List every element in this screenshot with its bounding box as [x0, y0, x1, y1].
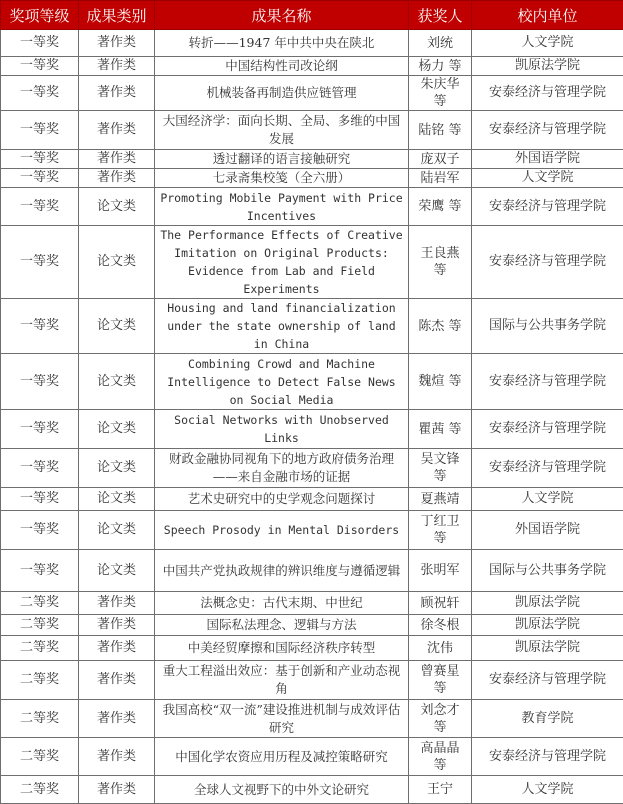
cell-category: 著作类 [79, 615, 155, 636]
table-row [1, 188, 623, 226]
cell-title: 我国高校“双一流”建设推进机制与成效评估研究 [155, 700, 409, 738]
cell-title: 透过翻译的语言接触研究 [155, 150, 409, 169]
cell-level: 一等奖 [1, 57, 79, 76]
cell-winner: 张明军 [409, 550, 472, 592]
header-winner: 获奖人 [409, 1, 472, 30]
table-row [1, 700, 623, 738]
cell-title: 中国化学农资应用历程及减控策略研究 [155, 738, 409, 776]
cell-unit: 安泰经济与管理学院 [472, 410, 623, 449]
table-row [1, 615, 623, 636]
cell-title: 中国共产党执政规律的辨识维度与遵循逻辑 [155, 550, 409, 592]
cell-unit: 人文学院 [472, 30, 623, 57]
cell-title: Combining Crowd and Machine Intelligence to Detect False News on Social Media [155, 354, 409, 410]
cell-category: 著作类 [79, 76, 155, 111]
header-level: 奖项等级 [1, 1, 79, 30]
cell-level: 一等奖 [1, 30, 79, 57]
cell-winner: 魏煊 等 [409, 354, 472, 410]
cell-category: 著作类 [79, 30, 155, 57]
cell-category: 论文类 [79, 488, 155, 511]
cell-title: 国际私法理念、逻辑与方法 [155, 615, 409, 636]
cell-winner: 瞿茜 等 [409, 410, 472, 449]
cell-winner: 沈伟 [409, 636, 472, 661]
cell-category: 论文类 [79, 410, 155, 449]
cell-category: 论文类 [79, 188, 155, 226]
cell-category: 著作类 [79, 57, 155, 76]
table-row [1, 30, 623, 57]
cell-category: 著作类 [79, 661, 155, 700]
cell-unit: 凯原法学院 [472, 636, 623, 661]
cell-unit: 凯原法学院 [472, 615, 623, 636]
table-row [1, 449, 623, 488]
cell-winner: 顾祝轩 [409, 592, 472, 615]
cell-winner: 高晶晶 等 [409, 738, 472, 776]
cell-unit: 安泰经济与管理学院 [472, 449, 623, 488]
cell-category: 著作类 [79, 169, 155, 188]
table-row [1, 511, 623, 550]
cell-category: 著作类 [79, 111, 155, 150]
cell-title: 大国经济学：面向长期、全局、多维的中国发展 [155, 111, 409, 150]
cell-unit: 国际与公共事务学院 [472, 550, 623, 592]
cell-title: 重大工程溢出效应：基于创新和产业动态视角 [155, 661, 409, 700]
cell-winner: 丁红卫 等 [409, 511, 472, 550]
cell-winner: 陆岩军 [409, 169, 472, 188]
cell-level: 一等奖 [1, 76, 79, 111]
header-category: 成果类别 [79, 1, 155, 30]
cell-title: Speech Prosody in Mental Disorders [155, 511, 409, 550]
cell-title: 中国结构性司改论纲 [155, 57, 409, 76]
cell-level: 一等奖 [1, 550, 79, 592]
cell-unit: 安泰经济与管理学院 [472, 354, 623, 410]
table-row [1, 299, 623, 354]
cell-title: Housing and land financialization under the state ownership of land in China [155, 299, 409, 354]
cell-level: 一等奖 [1, 150, 79, 169]
cell-unit: 外国语学院 [472, 150, 623, 169]
cell-category: 著作类 [79, 636, 155, 661]
cell-winner: 曾赛星 等 [409, 661, 472, 700]
cell-winner: 陆铭 等 [409, 111, 472, 150]
table-row [1, 488, 623, 511]
cell-unit: 安泰经济与管理学院 [472, 226, 623, 299]
cell-title: 法概念史：古代末期、中世纪 [155, 592, 409, 615]
cell-winner: 夏燕靖 [409, 488, 472, 511]
cell-winner: 杨力 等 [409, 57, 472, 76]
cell-title: Promoting Mobile Payment with Price Incentives [155, 188, 409, 226]
cell-winner: 刘念才 等 [409, 700, 472, 738]
cell-unit: 人文学院 [472, 776, 623, 804]
cell-title: 机械装备再制造供应链管理 [155, 76, 409, 111]
cell-category: 论文类 [79, 299, 155, 354]
table-row [1, 410, 623, 449]
cell-level: 一等奖 [1, 511, 79, 550]
table-row [1, 738, 623, 776]
cell-level: 二等奖 [1, 738, 79, 776]
cell-title: 中美经贸摩擦和国际经济秩序转型 [155, 636, 409, 661]
cell-level: 一等奖 [1, 410, 79, 449]
cell-category: 著作类 [79, 738, 155, 776]
cell-level: 二等奖 [1, 615, 79, 636]
header-row [1, 1, 623, 30]
cell-level: 二等奖 [1, 661, 79, 700]
cell-unit: 安泰经济与管理学院 [472, 188, 623, 226]
table-row [1, 76, 623, 111]
cell-level: 二等奖 [1, 700, 79, 738]
cell-title: Social Networks with Unobserved Links [155, 410, 409, 449]
table-row [1, 111, 623, 150]
cell-category: 著作类 [79, 700, 155, 738]
cell-unit: 安泰经济与管理学院 [472, 661, 623, 700]
cell-unit: 国际与公共事务学院 [472, 299, 623, 354]
cell-level: 二等奖 [1, 776, 79, 804]
table-row [1, 150, 623, 169]
table-row [1, 776, 623, 804]
cell-unit: 教育学院 [472, 700, 623, 738]
cell-level: 二等奖 [1, 636, 79, 661]
cell-winner: 王宁 [409, 776, 472, 804]
cell-winner: 朱庆华 等 [409, 76, 472, 111]
cell-unit: 人文学院 [472, 488, 623, 511]
cell-level: 一等奖 [1, 226, 79, 299]
cell-unit: 外国语学院 [472, 511, 623, 550]
table-row [1, 636, 623, 661]
cell-winner: 庞双子 [409, 150, 472, 169]
cell-winner: 荣鹰 等 [409, 188, 472, 226]
cell-winner: 刘统 [409, 30, 472, 57]
cell-unit: 凯原法学院 [472, 592, 623, 615]
cell-category: 论文类 [79, 550, 155, 592]
cell-title: The Performance Effects of Creative Imitation on Original Products: Evidence from Lab and Field Experiments [155, 226, 409, 299]
header-title: 成果名称 [155, 1, 409, 30]
cell-level: 一等奖 [1, 354, 79, 410]
cell-unit: 安泰经济与管理学院 [472, 111, 623, 150]
cell-winner: 王良燕 等 [409, 226, 472, 299]
cell-title: 艺术史研究中的史学观念问题探讨 [155, 488, 409, 511]
cell-category: 著作类 [79, 776, 155, 804]
table-row [1, 57, 623, 76]
table-row [1, 550, 623, 592]
cell-winner: 陈杰 等 [409, 299, 472, 354]
header-unit: 校内单位 [472, 1, 623, 30]
cell-unit: 安泰经济与管理学院 [472, 76, 623, 111]
cell-winner: 徐冬根 [409, 615, 472, 636]
cell-level: 一等奖 [1, 449, 79, 488]
cell-level: 一等奖 [1, 299, 79, 354]
table-row [1, 661, 623, 700]
cell-unit: 安泰经济与管理学院 [472, 738, 623, 776]
cell-category: 论文类 [79, 354, 155, 410]
table-body [1, 30, 623, 804]
cell-winner: 吴文锋 等 [409, 449, 472, 488]
table-row [1, 592, 623, 615]
cell-category: 著作类 [79, 150, 155, 169]
table-row [1, 169, 623, 188]
cell-unit: 凯原法学院 [472, 57, 623, 76]
cell-title: 全球人文视野下的中外文论研究 [155, 776, 409, 804]
cell-title: 财政金融协同视角下的地方政府债务治理——来自金融市场的证据 [155, 449, 409, 488]
cell-unit: 人文学院 [472, 169, 623, 188]
table-row [1, 226, 623, 299]
cell-level: 一等奖 [1, 111, 79, 150]
cell-category: 论文类 [79, 226, 155, 299]
cell-title: 转折——1947 年中共中央在陕北 [155, 30, 409, 57]
cell-level: 一等奖 [1, 488, 79, 511]
cell-level: 一等奖 [1, 188, 79, 226]
cell-category: 论文类 [79, 449, 155, 488]
cell-level: 一等奖 [1, 169, 79, 188]
cell-title: 七录斋集校笺（全六册） [155, 169, 409, 188]
cell-category: 著作类 [79, 592, 155, 615]
table-row [1, 354, 623, 410]
cell-level: 二等奖 [1, 592, 79, 615]
cell-category: 论文类 [79, 511, 155, 550]
